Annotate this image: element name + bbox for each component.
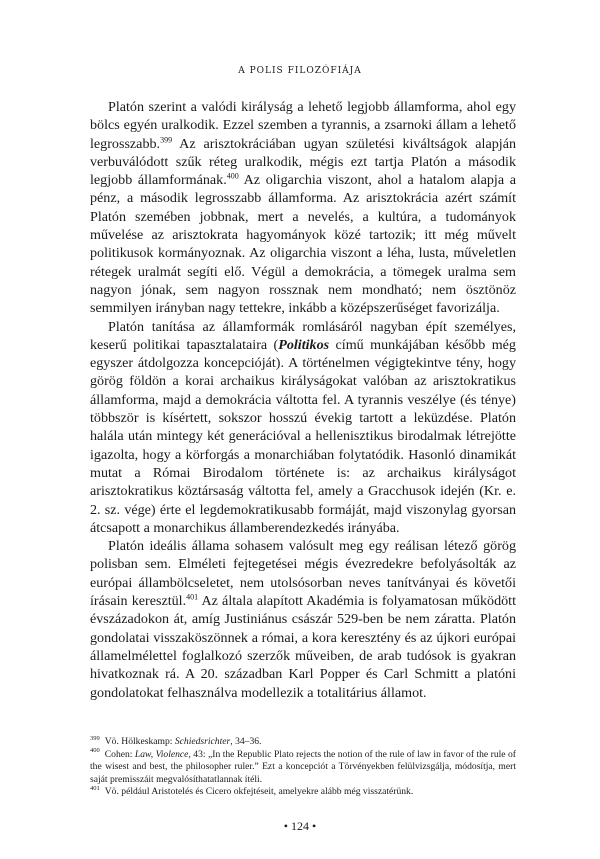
footnote-399 (90, 736, 516, 749)
footnote-number: 401 (90, 785, 100, 793)
footnote-italic: Schiedsrichter (174, 736, 231, 747)
footnote-ref-400[interactable]: 400 (226, 171, 239, 181)
footnote-401 (90, 786, 516, 799)
paragraph-2 (90, 318, 516, 538)
footnote-number: 400 (90, 747, 100, 755)
paragraph-1 (90, 98, 516, 318)
paragraph-text: Az általa alapított Akadémia is folyamatosan működött évszázadokon át, amíg Justiniánus császár 529-ben be nem záratta. Platón gondolatai visszaköszönnek a római, a kora keresztény és az újkori európai államelmélettel foglalkozó szerzők műveiben, de arab tudósok is gyakran hivatkoznak rá. A 20. században Karl Popper és Carl Schmitt a platóni gondolatokat felhasználva modellezik a totalitárius államot. (90, 593, 516, 701)
running-head: A POLIS FILOZÓFIÁJA (238, 66, 362, 76)
footnote-ref-401[interactable]: 401 (186, 592, 199, 602)
footnote-text: Vö. például Aristotelés és Cicero okfejtéseit, amelyekre alább még visszatérünk. (104, 786, 414, 798)
footnote-ref-399[interactable]: 399 (160, 134, 173, 144)
footnote-text: , 43: „In the Republic Plato rejects the notion of the rule of law in favor of the rule of the wisest and best, the philosopher ruler.” Ezt a koncepciót a Törvényekben felülvizsgálja, módosítja, mert saját premisszáit megvalósíthatatlannak ítéli. (90, 748, 516, 785)
page-number: • 124 • (283, 819, 317, 833)
footnote-text: , 34–36. (230, 736, 262, 747)
paragraph-text: Platón tanítása az államformák romlásáról nagyban épít személyes, keserű politikai tapasztalataira ( (90, 318, 516, 353)
footnote-text: Vö. Hölkeskamp: (104, 736, 175, 747)
footnote-400 (90, 749, 516, 787)
footnote-text: Cohen: (104, 748, 135, 760)
work-title: Politikos (278, 336, 330, 353)
paragraph-text: Platón szerint a valódi királyság a lehető legjobb államforma, ahol egy bölcs egyén uralkodik. Ezzel szemben a tyrannis, a zsarnoki állam a lehető legrosszabb. (90, 99, 516, 152)
paragraph-text: Az arisztokráciában ugyan születési kiváltságok alapján verbuválódott szűk réteg uralkodik, mégis ezt tartja Platón a második legjobb államformának. (90, 135, 516, 189)
body-text (90, 98, 516, 702)
paragraph-text: Az oligarchia viszont, ahol a hatalom alapja a pénz, a második legrosszabb államforma. Az arisztokrácia azért számít Platón szemében jobbnak, mert a nevelés, a kultúra, a tudományok művelése az arisztokrata hagyományok közé tartozik; itt még művelt politikusok kormányoznak. Az oligarchia viszont a léha, lusta, műveletlen rétegek uralmát segíti elő. Végül a demokrácia, a tömegek uralma sem nagyon jónak, sem nagyon rossznak nem mondható; nem ösztönöz semmilyen irányban nagy tettekre, inkább a középszerűséget favorizálja. (90, 172, 516, 317)
paragraph-text: című munkájában később még egyszer átdolgozza koncepcióját). A történelmen végigtekintve tény, hogy görög földön a korai archaikus királyságokat valóban az arisztokratikus államforma, majd a demokrácia váltotta fel. A tyrannis veszélye (és ténye) többször is kísértett, sokszor hosszú évekig tartott a leküzdése. Platón halála után mintegy két generációval a hellenisztikus birodalmak létrejötte igazolta, hogy a körforgás a monarchiában folytatódik. Hasonló dinamikát mutat a Római Birodalom története is: az archaikus királyságot arisztokratikus köztársaság váltotta fel, amely a Gracchusok idején (Kr. e. 2. sz. vége) érte el legdemokratikusabb formáját, majd viszonylag gyorsan átcsapott a monarchikus államberendezkedés irányába. (90, 336, 516, 536)
footnote-italic: Law, Violence (134, 748, 189, 760)
footnote-number: 399 (90, 734, 100, 742)
paragraph-3 (90, 537, 516, 702)
footnotes (90, 736, 516, 799)
paragraph-text: Platón ideális állama sohasem valósult meg egy reálisan létező görög polisban sem. Elméleti fejtegetései mégis évezredekre befolyásolták az európai állambölcseletet, nem utolsósorban neves tanítványai és követői írásain keresztül. (90, 538, 516, 610)
